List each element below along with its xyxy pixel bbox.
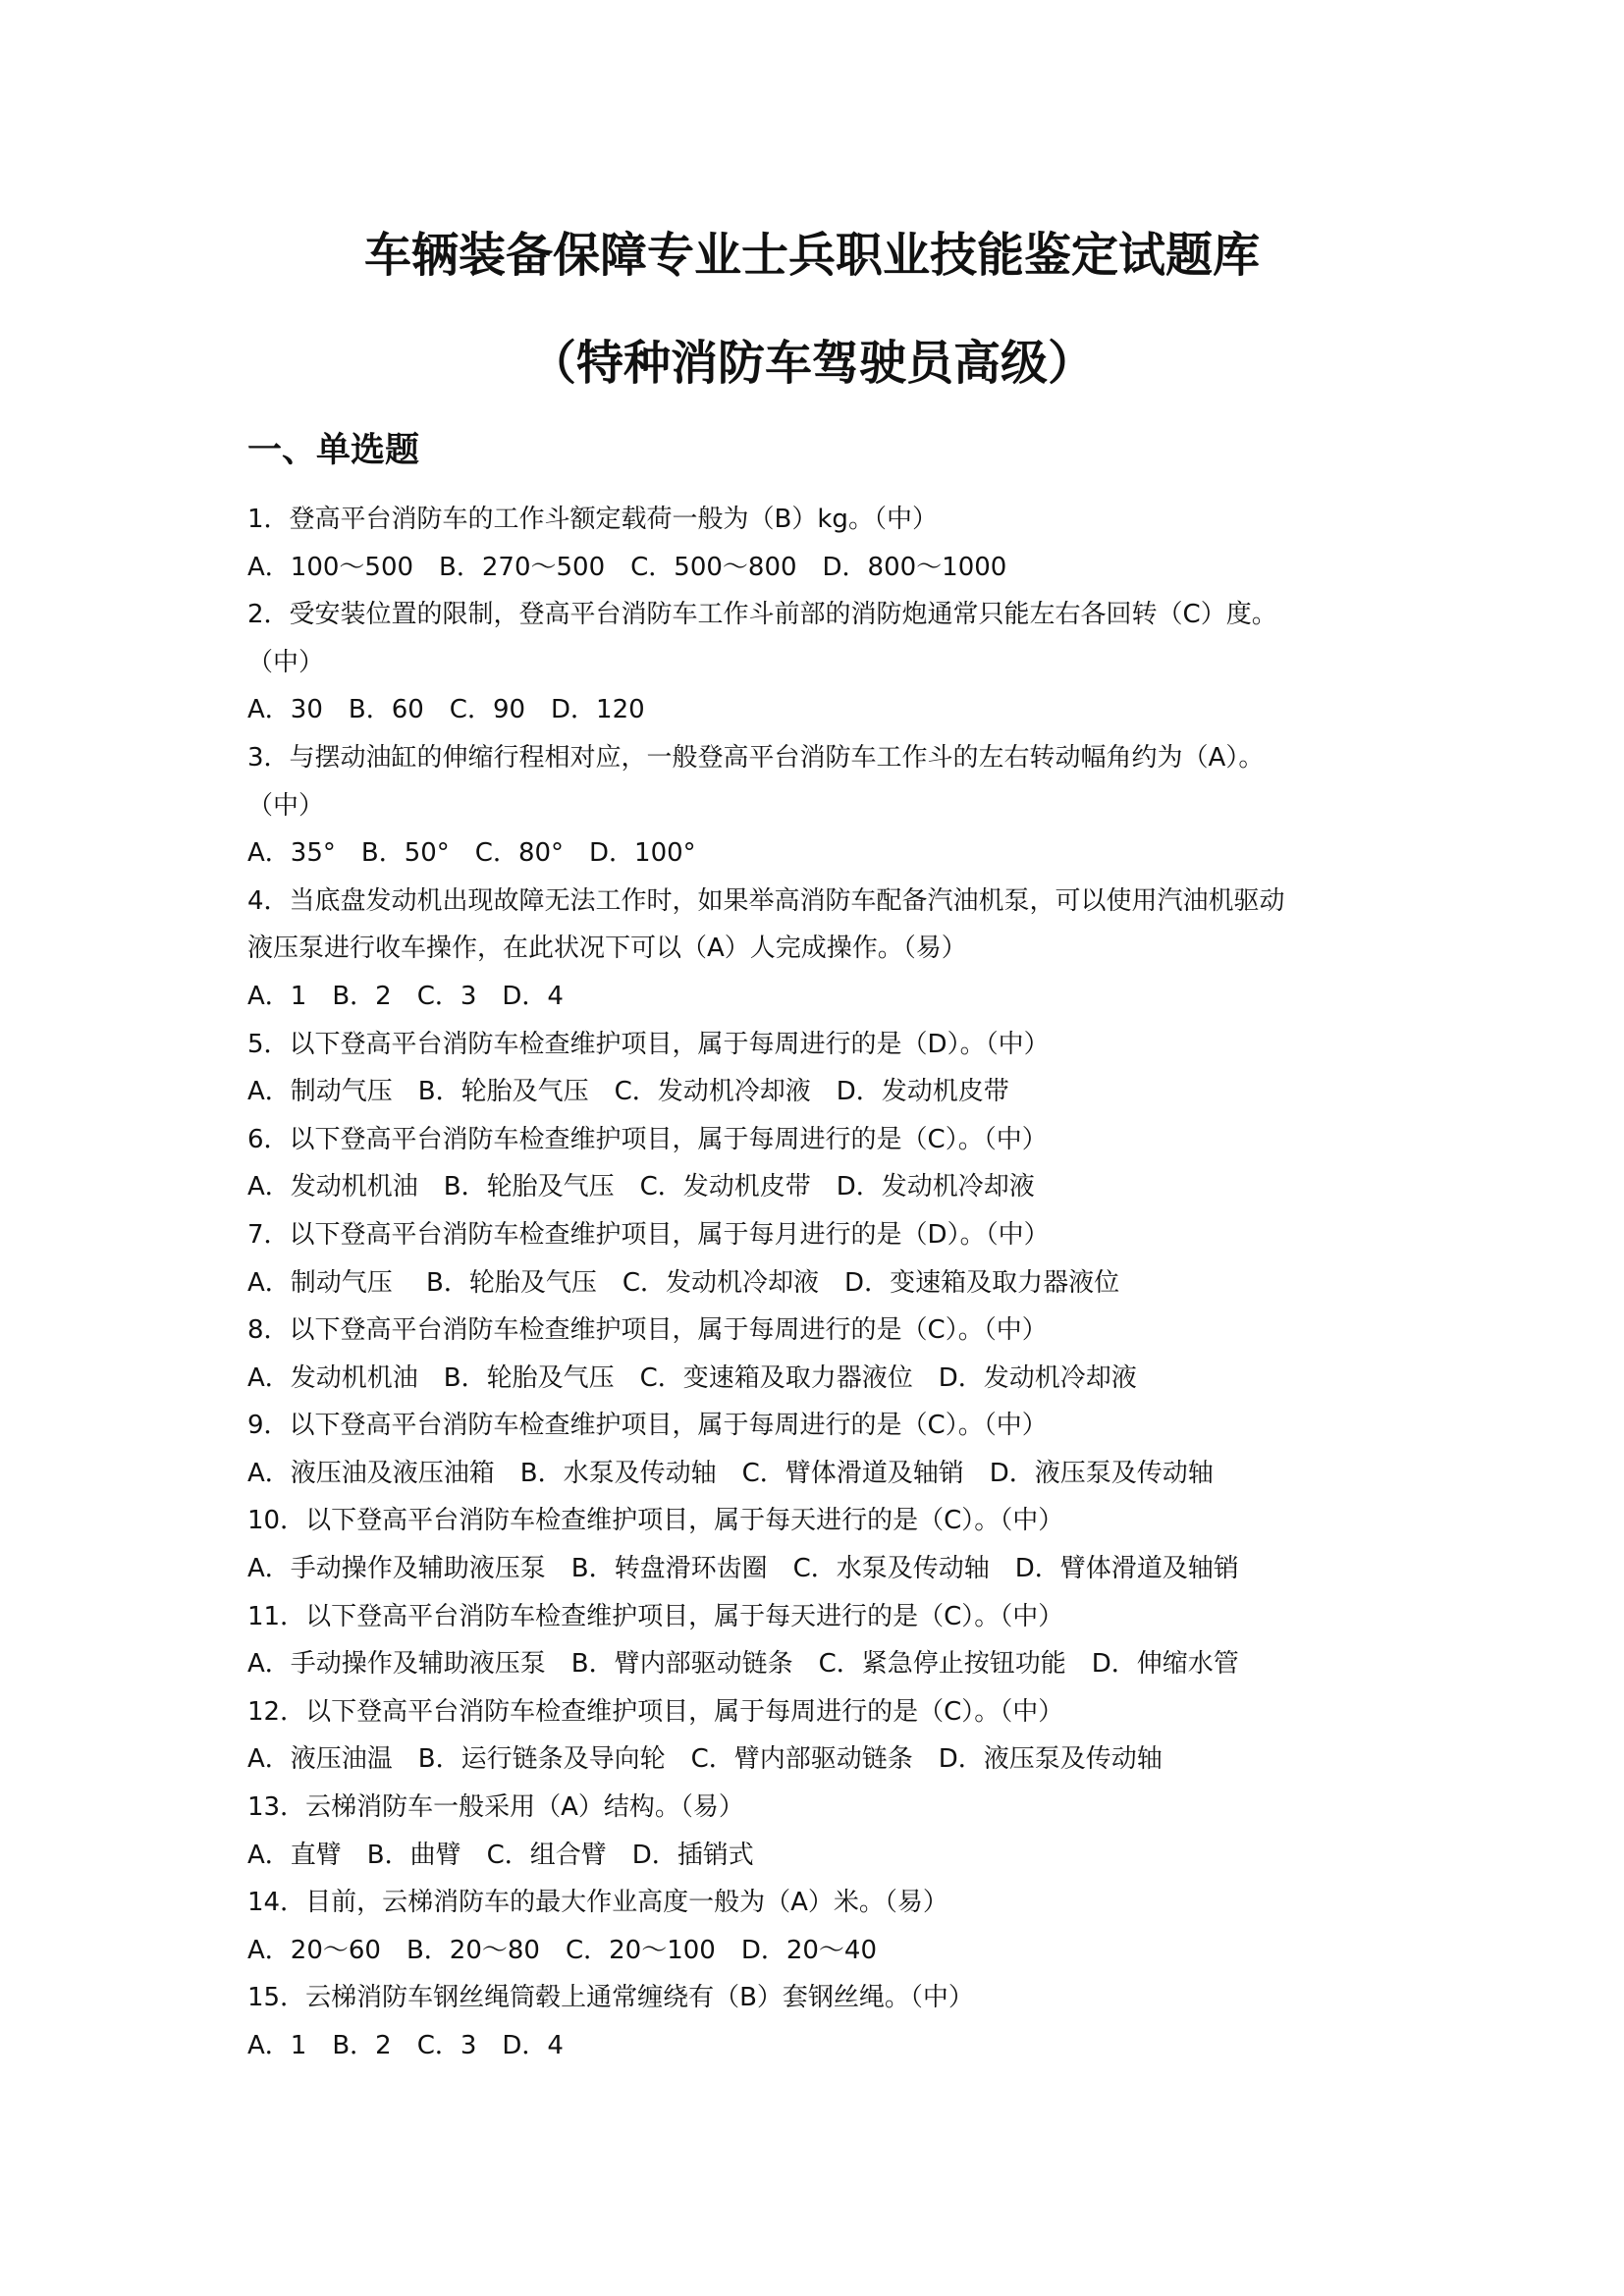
- question-stem: 8．以下登高平台消防车检查维护项目，属于每周进行的是（C）。（中）: [247, 1315, 1048, 1346]
- question-options: A．发动机机油 B．轮胎及气压 C．发动机皮带 D．发动机冷却液: [247, 1172, 1035, 1202]
- question-list: [247, 496, 1386, 2070]
- question-options: A．20～60 B．20～80 C．20～100 D．20～40: [247, 1935, 878, 1965]
- question-options: A．手动操作及辅助液压泵 B．转盘滑环齿圈 C．水泵及传动轴 D．臂体滑道及轴销: [247, 1554, 1239, 1584]
- question-stem: 4．当底盘发动机出现故障无法工作时，如果举高消防车配备汽油机泵，可以使用汽油机驱动: [247, 885, 1285, 916]
- question-options: A．直臂 B．曲臂 C．组合臂 D．插销式: [247, 1840, 754, 1870]
- question-stem-continued: （中）: [247, 790, 325, 821]
- question-options: A．100～500 B．270～500 C．500～800 D．800～1000: [247, 552, 1007, 582]
- question-options: A．35° B．50° C．80° D．100°: [247, 838, 696, 869]
- question-options: A．手动操作及辅助液压泵 B．臂内部驱动链条 C．紧急停止按钮功能 D．伸缩水管: [247, 1649, 1239, 1680]
- question-options: A．1 B．2 C．3 D．4: [247, 2031, 564, 2060]
- question-stem: 13．云梯消防车一般采用（A）结构。（易）: [247, 1792, 744, 1823]
- question-stem: 11．以下登高平台消防车检查维护项目，属于每天进行的是（C）。（中）: [247, 1601, 1064, 1631]
- question-stem-continued: 液压泵进行收车操作，在此状况下可以（A）人完成操作。（易）: [247, 934, 967, 964]
- question-options: A．液压油温 B．运行链条及导向轮 C．臂内部驱动链条 D．液压泵及传动轴: [247, 1744, 1163, 1775]
- document-subtitle: （特种消防车驾驶员高级）: [528, 336, 1095, 391]
- question-options: A．发动机机油 B．轮胎及气压 C．变速箱及取力器液位 D．发动机冷却液: [247, 1362, 1137, 1393]
- question-options: A．制动气压 B．轮胎及气压 C．发动机冷却液 D．发动机皮带: [247, 1077, 1009, 1107]
- question-options: A．制动气压 B．轮胎及气压 C．发动机冷却液 D．变速箱及取力器液位: [247, 1267, 1120, 1298]
- question-stem-continued: （中）: [247, 647, 325, 677]
- question-stem: 14．目前，云梯消防车的最大作业高度一般为（A）米。（易）: [247, 1888, 948, 1918]
- question-options: A．1 B．2 C．3 D．4: [247, 981, 564, 1011]
- question-stem: 12．以下登高平台消防车检查维护项目，属于每周进行的是（C）。（中）: [247, 1696, 1064, 1727]
- question-options: A．30 B．60 C．90 D．120: [247, 695, 645, 725]
- question-stem: 1．登高平台消防车的工作斗额定载荷一般为（B）kg。（中）: [247, 505, 938, 534]
- question-options: A．液压油及液压油箱 B．水泵及传动轴 C．臂体滑道及轴销 D．液压泵及传动轴: [247, 1458, 1214, 1488]
- question-stem: 10．以下登高平台消防车检查维护项目，属于每天进行的是（C）。（中）: [247, 1506, 1064, 1536]
- question-stem: 9．以下登高平台消防车检查维护项目，属于每周进行的是（C）。（中）: [247, 1411, 1048, 1441]
- question-stem: 7．以下登高平台消防车检查维护项目，属于每月进行的是（D）。（中）: [247, 1219, 1050, 1250]
- section-heading: 一、单选题: [247, 430, 420, 470]
- question-stem: 6．以下登高平台消防车检查维护项目，属于每周进行的是（C）。（中）: [247, 1124, 1048, 1154]
- document-title: 车辆装备保障专业士兵职业技能鉴定试题库: [363, 228, 1260, 283]
- question-stem: 3．与摆动油缸的伸缩行程相对应，一般登高平台消防车工作斗的左右转动幅角约为（A）。: [247, 742, 1265, 773]
- question-stem: 2．受安装位置的限制，登高平台消防车工作斗前部的消防炮通常只能左右各回转（C）度。: [247, 600, 1277, 630]
- question-stem: 5．以下登高平台消防车检查维护项目，属于每周进行的是（D）。（中）: [247, 1029, 1050, 1059]
- question-stem: 15．云梯消防车钢丝绳筒毂上通常缠绕有（B）套钢丝绳。（中）: [247, 1983, 974, 2013]
